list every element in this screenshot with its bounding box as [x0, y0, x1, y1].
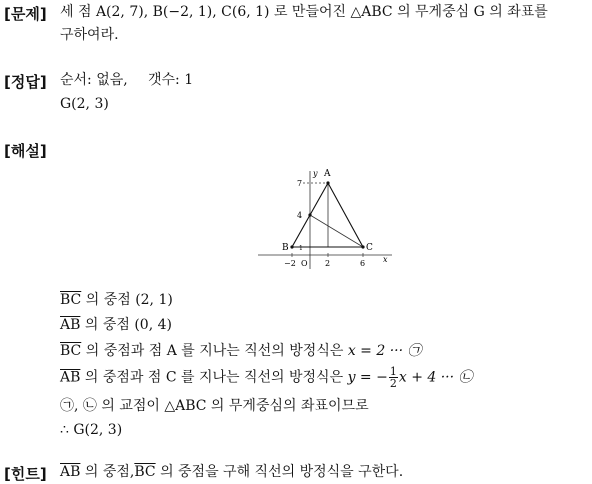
median-c	[310, 215, 363, 247]
fraction-denominator: 2	[389, 377, 397, 390]
step-3-text: 의 중점과 점 A 를 지나는 직선의 방정식은	[85, 343, 344, 359]
problem-line2: 구하여라.	[60, 27, 119, 43]
tick-label-y4: 4	[297, 211, 303, 220]
label-a: A	[324, 169, 331, 179]
triangle-figure	[255, 165, 395, 277]
label-b: B	[282, 243, 289, 253]
step-4-eq-right: x + 4 ··· ㉡	[398, 369, 473, 386]
tick-label-x-neg2: −2	[284, 259, 296, 268]
answer-order: 순서: 없음,	[60, 72, 128, 88]
point-c	[361, 245, 364, 248]
tick-label-x2: 2	[325, 259, 331, 268]
problem-line1: 세 점 A(2, 7), B(−2, 1), C(6, 1) 로 만들어진 △ABC 의 무게중심 G 의 좌표를	[60, 4, 548, 20]
step-6: ∴ G(2, 3)	[60, 422, 123, 438]
step-1	[60, 291, 173, 309]
solution-tag: [해설]	[4, 142, 47, 160]
segment-bc: $\overline{BC}$	[60, 292, 82, 308]
step-4-text: 의 중점과 점 C 를 지나는 직선의 방정식은	[84, 369, 344, 386]
step-2	[60, 316, 172, 334]
tick-label-y1: 1	[299, 245, 303, 252]
label-c: C	[366, 243, 373, 253]
tick-label-x6: 6	[360, 259, 366, 268]
point-ab-mid	[308, 213, 311, 216]
segment-bc: $\overline{BC}$	[60, 343, 82, 359]
fraction-numerator: 1	[389, 365, 397, 378]
step-4	[60, 366, 473, 389]
step-3-equation: x = 2 ··· ㉠	[347, 343, 422, 359]
hint-text	[60, 463, 403, 481]
segment-bc: $\overline{BC}$	[134, 464, 156, 480]
step-5: ㉠, ㉡ 의 교점이 △ABC 의 무게중심의 좌표이므로	[60, 398, 369, 414]
tick-label-y7: 7	[297, 179, 303, 188]
segment-ab: $\overline{AB}$	[60, 317, 81, 333]
segment-ab: $\overline{AB}$	[60, 369, 81, 386]
answer-value: G(2, 3)	[60, 96, 109, 112]
step-4-fraction	[389, 366, 398, 389]
origin-label: O	[301, 259, 308, 268]
hint-rest: 의 중점을 구해 직선의 방정식을 구한다.	[160, 464, 404, 480]
answer-tag: [정답]	[4, 73, 47, 91]
point-b	[290, 245, 293, 248]
triangle-abc	[292, 183, 363, 247]
problem-tag: [문제]	[4, 5, 47, 23]
x-axis-label: x	[383, 255, 388, 264]
step-4-eq-left: y = −	[347, 369, 388, 386]
hint-mid: 의 중점,	[84, 464, 135, 480]
hint-tag: [힌트]	[4, 465, 47, 483]
point-a	[326, 181, 329, 184]
answer-count: 갯수: 1	[148, 72, 194, 88]
step-3	[60, 342, 422, 360]
step-1-text: 의 중점 (2, 1)	[85, 292, 173, 308]
segment-ab: $\overline{AB}$	[60, 464, 81, 480]
y-axis-label: y	[313, 169, 318, 178]
step-2-text: 의 중점 (0, 4)	[84, 317, 172, 333]
